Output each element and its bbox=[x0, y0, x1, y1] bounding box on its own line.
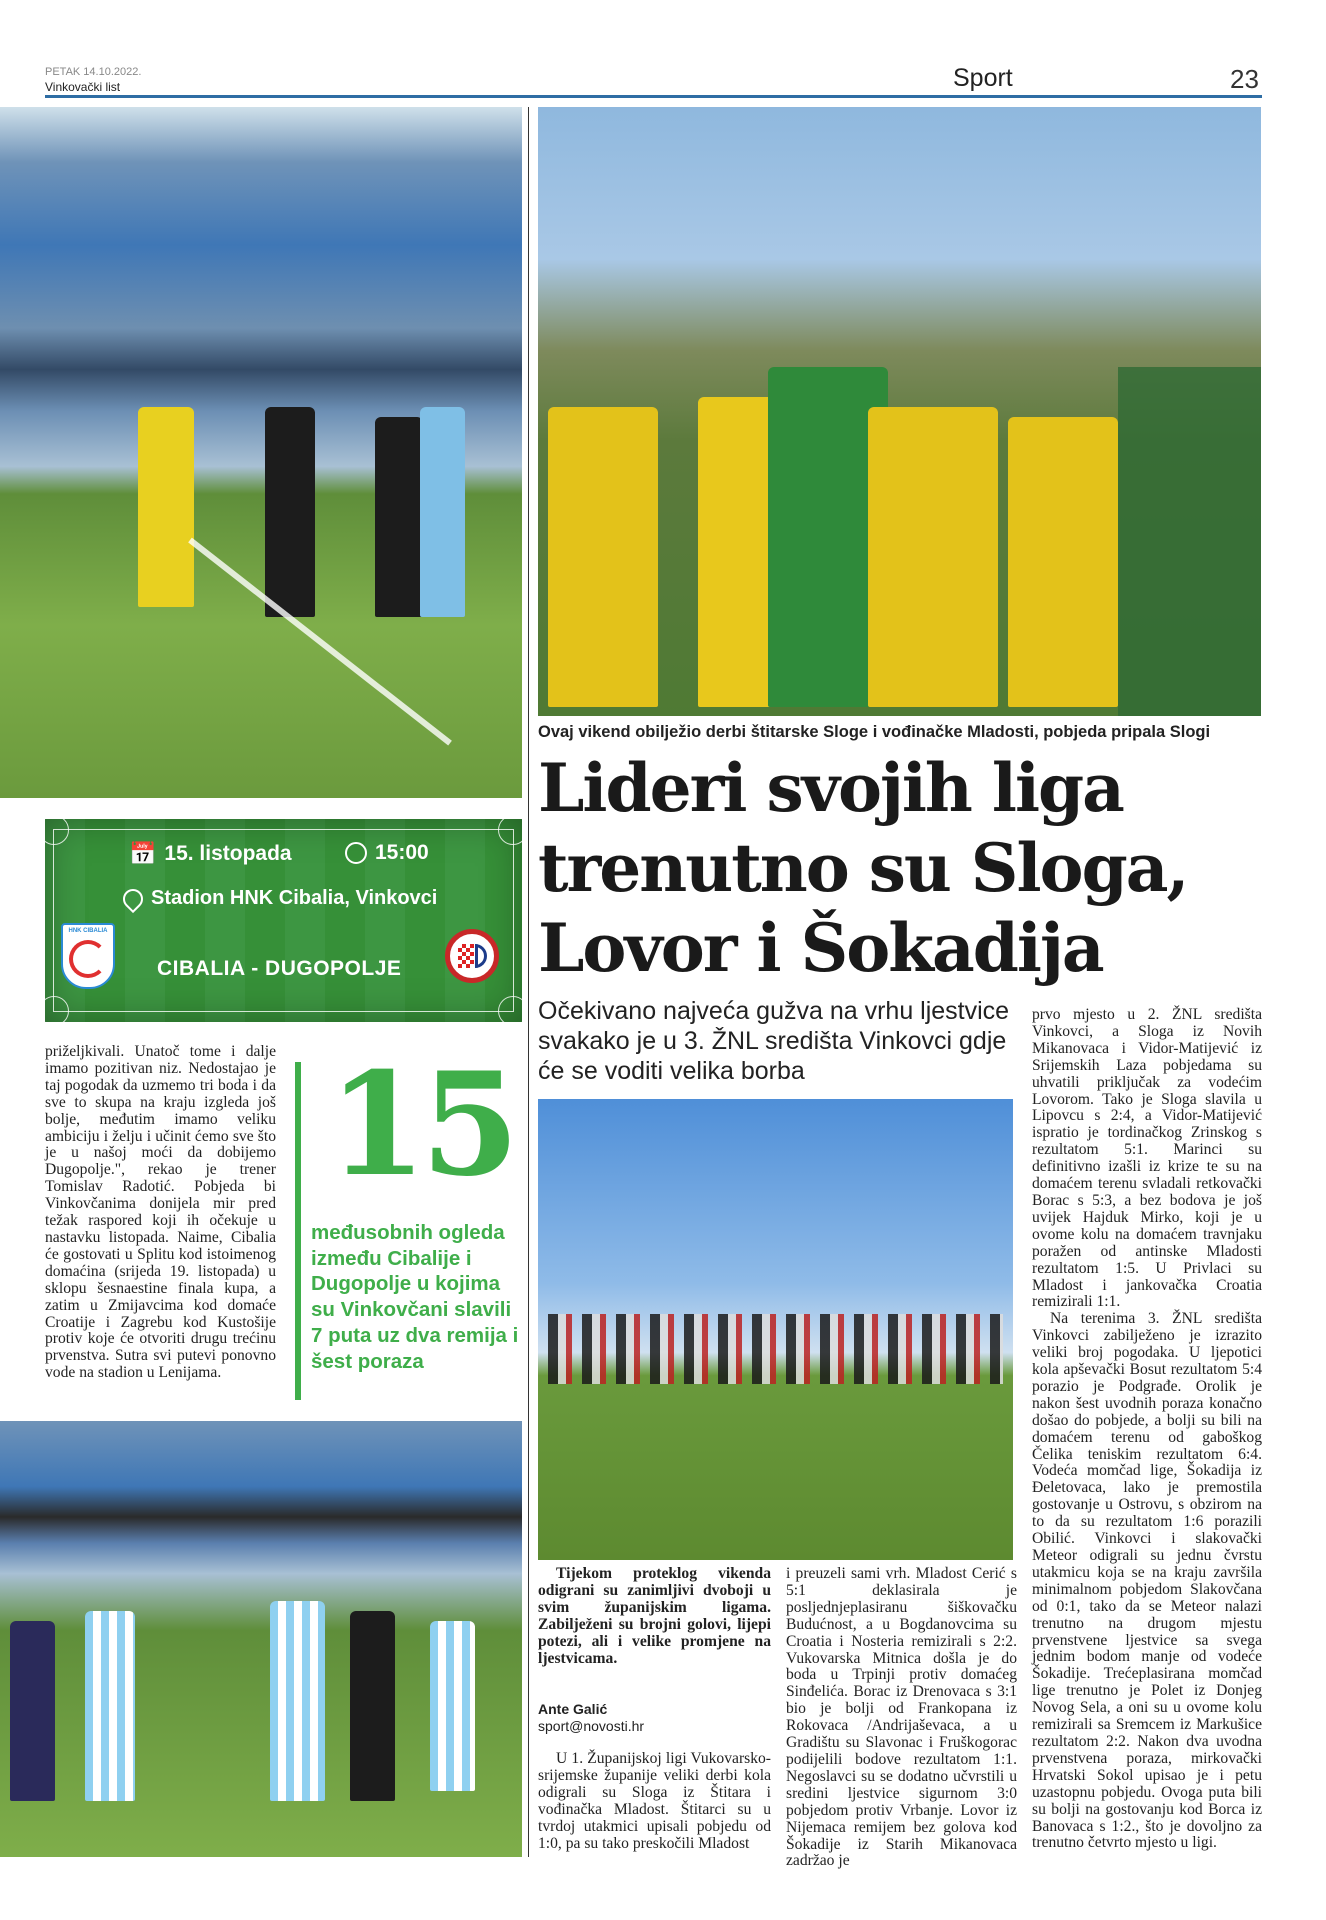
paragraph: prvo mjesto u 2. ŽNL središta Vinkovci, a Sloga iz Novih Mikanovaca i Vidor-Matijević iz Srijemskih Laza pobjedama su uhvatili priključak za vodećim Lovorom. Tako je Sloga slavila u Lipovcu s 2:4, a Vidor-Matijević ispratio je tordinačkog Zrinskog s rezultatom 5:1. Marinci su definitivno izašli iz krize te su na domaćem terenu svladali retkovački Borac s 5:3, a bez bodova je još uvijek Hajduk Mirko, koji je u ovome kolu na domaćem travnjaku poražen od antinske Mladosti rezultatom 1:5. U Privlaci su Mladost i jankovačka Croatia remizirali 1:1. bbox=[1032, 1006, 1262, 1311]
article-column-2 bbox=[786, 1565, 1017, 1870]
left-column-text bbox=[45, 1044, 276, 1404]
section-title: Sport bbox=[953, 64, 1013, 92]
stat-accent-bar bbox=[295, 1062, 301, 1400]
clock-icon bbox=[345, 842, 367, 864]
issue-date: PETAK 14.10.2022. bbox=[45, 66, 142, 78]
location-pin-icon bbox=[119, 884, 147, 912]
article-column-3 bbox=[1032, 1007, 1262, 1857]
match-time: 15:00 bbox=[375, 841, 429, 864]
paragraph: U 1. Županijskoj ligi Vukovarsko-srijemske županije veliki derbi kola odigrali su Sloga iz Štitara i vođinačka Mladost. Štitarci su u tvrdoj utakmici upisali pobjedu od 1:0, pa su tako preskočili Mladost bbox=[538, 1750, 771, 1852]
match-date: 15. listopada bbox=[164, 842, 292, 865]
paragraph: i preuzeli sami vrh. Mladost Cerić s 5:1 deklasirala je posljednjeplasiranu šiškovačku Budućnost, a u Bogdanovcima su Croatia i Nosteria remizirali s 2:2. Vukovarska Mitnica došla je do boda u Trpinji protiv domaćeg Sinđelića. Borac iz Drenovaca s 3:1 bio je bolji od Frankopana iz Rokovaca /Andrijaševaca, a u Gradištu su Slavonac i Fruškogorac podijelili bodove rezultatom 1:1. Negoslavci su se dodatno učvrstili u sredini ljestvice sigurnom 3:0 pobjedom protiv Vrbanje. Lovor iz Nijemaca remijem bez golova kod Šokadije iz Starih Mikanovaca zadržao je bbox=[786, 1565, 1017, 1870]
photo-caption: Ovaj vikend obilježio derbi štitarske Sloge i vođinačke Mladosti, pobjeda pripala Slogi bbox=[538, 723, 1211, 741]
page-number: 23 bbox=[1230, 64, 1259, 94]
paragraph: Na terenima 3. ŽNL središta Vinkovci zabilježeno je izrazito veliki broj pogodaka. U ljepotici kola apševački Bosut rezultatom 5:4 porazio je Podgrađe. Orolik je nakon šest uvodnih poraza konačno došao do pobjede, a bolji su bili na domaćem terenu od gaboškog Čelika teniskim rezultatom 6:4. Vodeća momčad lige, Šokadija iz Đeletovaca, lako je premostila gostovanje u Ostrovu, s obzirom na to da su rezultatom 1:6 porazili Obilić. Vinkovci i slakovački Meteor odigrali su jednu čvrstu utakmicu koja se na kraju završila minimalnom pobjedom Slakovčana od 0:1, tako da se Meteor nalazi trenutno na drugom mjestu prvenstvene ljestvice sa svega jednim bodom manje od vodeće Šokadije. Trećeplasirana momčad lige trenutno je Polet iz Donjeg Novog Sela, a oni su u ovome kolu remizirali sa Sremcem iz Markušice rezultatom 2:2. Nakon dva uvodna prvenstvena poraza, mirkovački Hrvatski Sokol upisao je i petu uzastopnu pobjedu. Ovoga puta bili su bolji na gostovanju kod Borca iz Banovaca s 1:2., što je dovoljno za trenutno četvrto mjesto u ligi. bbox=[1032, 1310, 1262, 1852]
column-divider bbox=[528, 107, 529, 1857]
match-fixture: CIBALIA - DUGOPOLJE bbox=[157, 957, 402, 980]
stat-description: međusobnih ogleda između Cibalije i Dugopolje u kojima su Vinkovčani slavili 7 puta uz dva remija i šest poraza bbox=[311, 1221, 519, 1373]
photo-handshake bbox=[538, 1099, 1013, 1560]
match-venue: Stadion HNK Cibalia, Vinkovci bbox=[151, 887, 438, 909]
paragraph: priželjkivali. Unatoč tome i dalje imamo pozitivan niz. Nedostajao je taj pogodak da uzmemo tri boda i da sve to skupa na kraju izgleda još bolje, međutim imamo veliku ambiciju i želju i učinit ćemo sve što je u našoj moći da dobijemo Dugopolje.", rekao je trener Tomislav Radotić. Pobjeda bi Vinkovčanima donijela mir pred težak raspored koji ih očekuje u nastavku listopada. Naime, Cibalia će gostovati u Splitu kod istoimenog domaćina (srijeda 19. listopada) u sklopu šesnaestine finala kupa, a zatim u Zmijavcima kod domaće Croatije i Zagrebu kod Kustošije protiv koje će otvoriti drugu trećinu prvenstva. Sutra svi putevi ponovno vode na stadion u Lenijama. bbox=[45, 1043, 276, 1382]
stat-number: 15 bbox=[328, 1042, 514, 1208]
dugopolje-crest-icon bbox=[445, 929, 499, 983]
author-name: Ante Galić bbox=[538, 1701, 608, 1718]
cibalia-crest-icon: HNK CIBALIA bbox=[61, 923, 115, 989]
article-column-1 bbox=[538, 1566, 771, 1858]
header-rule bbox=[45, 95, 1262, 98]
photo-team-huddle bbox=[538, 107, 1261, 716]
match-info-box bbox=[45, 819, 522, 1022]
publication-name: Vinkovački list bbox=[45, 80, 121, 94]
photo-players-walking bbox=[0, 1421, 522, 1857]
headline: Lideri svojih liga trenutno su Sloga, Lovor i Šokadija bbox=[538, 749, 1188, 987]
photo-coin-toss bbox=[0, 107, 522, 798]
subheadline: Očekivano najveća gužva na vrhu ljestvice svakako je u 3. ŽNL središta Vinkovci gdje će se voditi velika borba bbox=[538, 997, 1010, 1085]
article-lead: Tijekom proteklog vikenda odigrani su zanimljivi dvoboji u svim županijskim ligama. Zabilježeni su brojni golovi, lijepi potezi, ali i velike promjene na ljestvicama. bbox=[538, 1565, 771, 1667]
author-email[interactable]: sport@novosti.hr bbox=[538, 1718, 645, 1735]
calendar-icon: 📅 bbox=[129, 841, 157, 866]
